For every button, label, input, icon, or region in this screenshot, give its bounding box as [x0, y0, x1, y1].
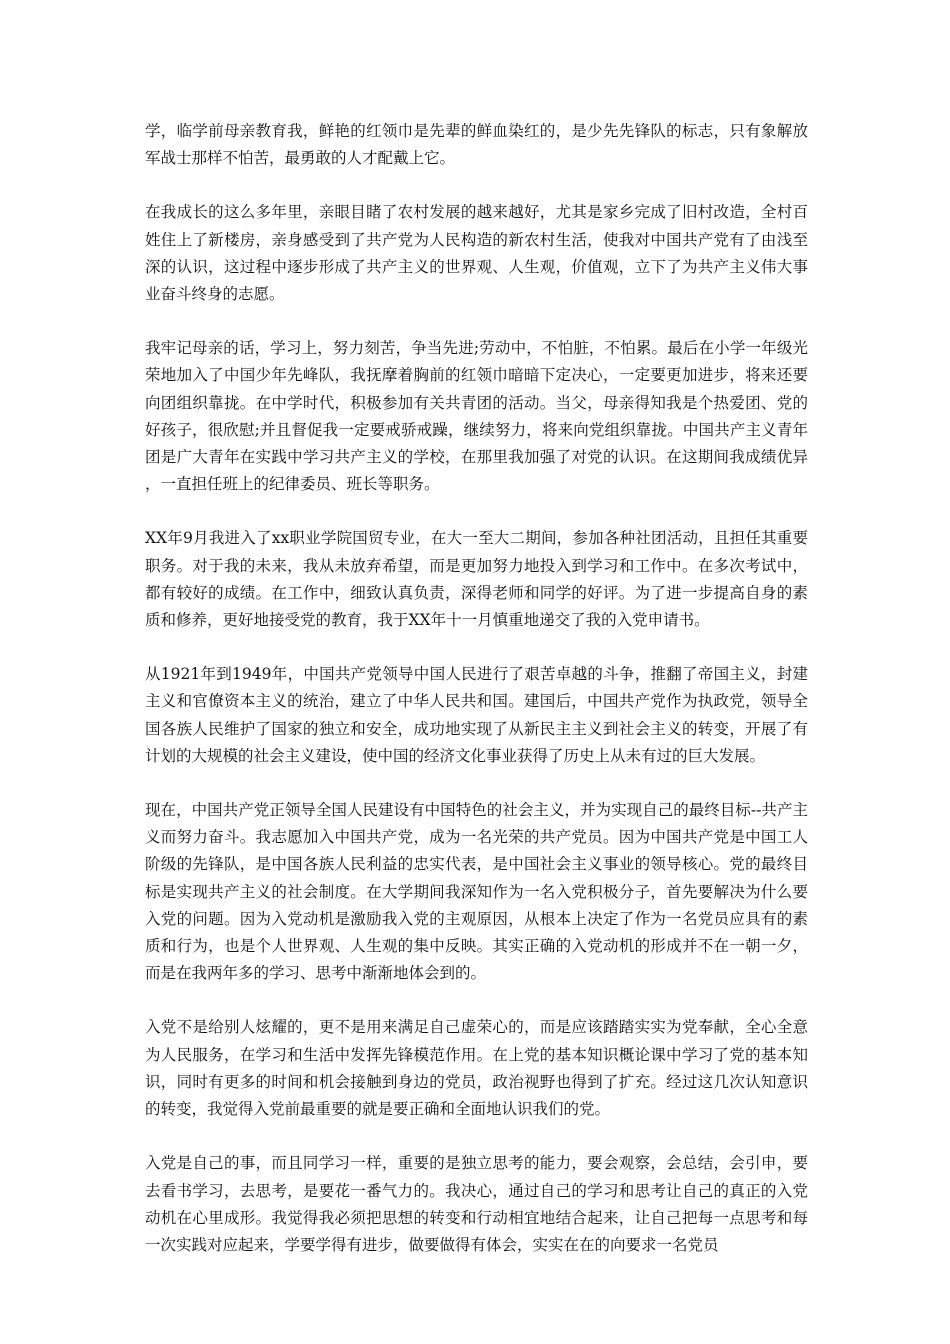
paragraph-party-motivation: 现在，中国共产党正领导全国人民建设有中国特色的社会主义，并为实现自己的最终目标--共产主义而努力奋斗。我志愿加入中国共产党，成为一名光荣的共产党员。因为中国共产党是中国工人阶级的先锋队，是中国各族人民利益的忠实代表，是中国社会主义事业的领导核心。党的最终目标是实现共产主义的社会制度。在大学期间我深知作为一名入党积极分子，首先要解决为什么要入党的问题。因为入党动机是激励我入党的主观原因，从根本上决定了作为一名党员应具有的素质和行为，也是个人世界观、人生观的集中反映。其实正确的入党动机的形成并不在一朝一夕，而是在我两年多的学习、思考中渐渐地体会到的。	[145, 801, 808, 983]
paragraph-joining-purpose: 入党不是给别人炫耀的，更不是用来满足自己虚荣心的，而是应该踏踏实实为党奉献，全心全意为人民服务，在学习和生活中发挥先锋模范作用。在上党的基本知识概论课中学习了党的基本知识，同时有更多的时间和机会接触到身边的党员，政治视野也得到了扩充。经过这几次认知意识的转变，我觉得入党前最重要的就是要正确和全面地认识我们的党。	[145, 1018, 808, 1119]
paragraph-college-application: XX年9月我进入了xx职业学院国贸专业，在大一至大二期间，参加各种社团活动，且担任其重要职务。对于我的未来，我从未放弃希望，而是更加努力地投入到学习和工作中。在多次考试中，都有较好的成绩。在工作中，细致认真负责，深得老师和同学的好评。为了进一步提高自身的素质和修养，更好地接受党的教育，我于XX年十一月慎重地递交了我的入党申请书。	[145, 529, 808, 630]
paragraph-school-years: 我牢记母亲的话，学习上，努力刻苦，争当先进;劳动中，不怕脏，不怕累。最后在小学一年级光荣地加入了中国少年先峰队，我抚摩着胸前的红领巾暗暗下定决心，一定要更加进步，将来还要向团组织靠拢。在中学时代，积极参加有关共青团的活动。当父，母亲得知我是个热爱团、党的好孩子，很欣慰;并且督促我一定要戒骄戒躁，继续努力，将来向党组织靠拢。中国共产主义青年团是广大青年在实践中学习共产主义的学校，在那里我加强了对党的认识。在这期间我成绩优异，一直担任班上的纪律委员、班长等职务。	[145, 339, 808, 494]
document-page	[145, 118, 808, 1286]
paragraph-childhood-red-scarf: 学，临学前母亲教育我，鲜艳的红领巾是先辈的鲜血染红的，是少先先锋队的标志，只有象解放军战士那样不怕苦，最勇敢的人才配戴上它。	[145, 122, 808, 168]
paragraph-party-history: 从1921年到1949年，中国共产党领导中国人民进行了艰苦卓越的斗争，推翻了帝国主义，封建主义和官僚资本主义的统治，建立了中华人民共和国。建国后，中国共产党作为执政党，领导全国各族人民维护了国家的独立和安全，成功地实现了从新民主主义到社会主义的转变，开展了有计划的大规模的社会主义建设，使中国的经济文化事业获得了历史上从未有过的巨大发展。	[145, 665, 808, 765]
paragraph-independent-thinking: 入党是自己的事，而且同学习一样，重要的是独立思考的能力，要会观察，会总结，会引申，要去看书学习，去思考，是要花一番气力的。我决心，通过自己的学习和思考让自己的真正的入党动机在心里成形。我觉得我必须把思想的转变和行动相宜地结合起来，让自己把每一点思考和每一次实践对应起来，学要学得有进步，做要做得有体会，实实在在的向要求一名党员	[145, 1154, 808, 1254]
paragraph-village-development: 在我成长的这么多年里，亲眼目睹了农村发展的越来越好，尤其是家乡完成了旧村改造，全村百姓住上了新楼房，亲身感受到了共产党为人民构造的新农村生活，使我对中国共产党有了由浅至深的认识，这过程中逐步形成了共产主义的世界观、人生观，价值观，立下了为共产主义伟大事业奋斗终身的志愿。	[145, 203, 808, 304]
